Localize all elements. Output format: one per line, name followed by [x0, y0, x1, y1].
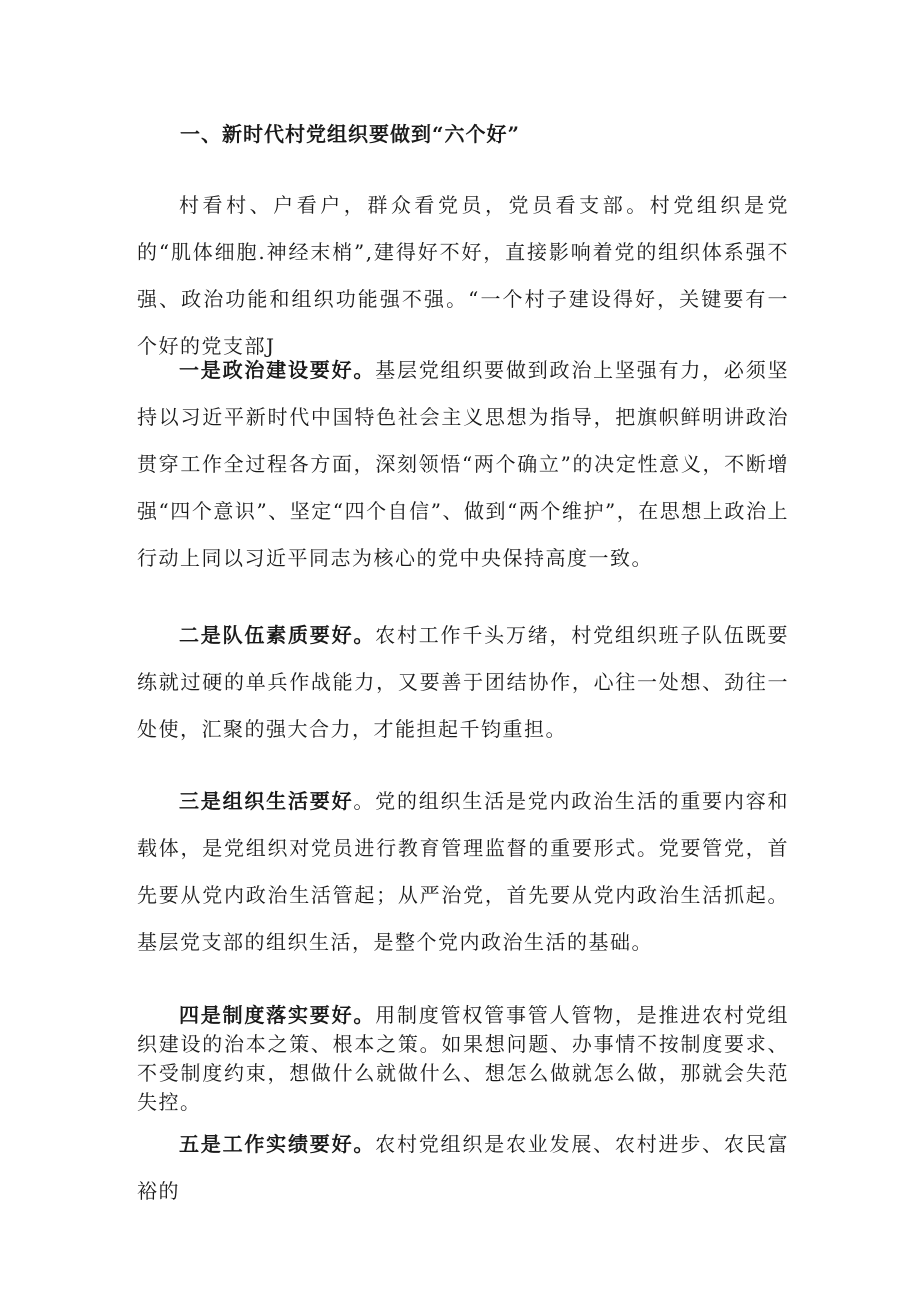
paragraph-lead: 五是工作实绩要好。 — [179, 1132, 376, 1156]
paragraph-text: 基层党组织要做到政治上坚强有力，必须坚持以习近平新时代中国特色社会主义思想为指导，把旗帜鲜明讲政治贯穿工作全过程各方面，深刻领悟“两个确立”的决定性意义，不断增强“四个意识”、坚定“四个自信”、做到“两个维护”，在思想上政治上行动上同以习近平同志为核心的党中央保持高度一致。 — [137, 358, 790, 570]
paragraph-lead: 三是组织生活要好 — [179, 789, 354, 813]
paragraph-organizational-life — [137, 778, 789, 966]
paragraph-lead: 二是队伍素质要好。 — [179, 623, 376, 647]
section-heading: 一、新时代村党组织要做到“六个好” — [180, 122, 521, 146]
intro-paragraph: 村看村、户看户，群众看党员，党员看支部。村党组织是党的“肌体细胞.神经末梢”,建得好不好，直接影响着党的组织体系强不强、政治功能和组织功能强不强。“一个村子建设得好，关键要有一个好的党支部J — [137, 193, 789, 358]
paragraph-lead: 四是制度落实要好。 — [179, 1003, 376, 1027]
paragraph-text: 。党的组织生活是党内政治生活的重要内容和载体，是党组织对党员进行教育管理监督的重要形式。党要管党，首先要从党内政治生活管起；从严治党，首先要从党内政治生活抓起。基层党支部的组织生活，是整个党内政治生活的基础。 — [137, 789, 790, 954]
paragraph-text: 农村工作千头万绪，村党组织班子队伍既要练就过硬的单兵作战能力，又要善于团结协作，心往一处想、劲往一处使，汇聚的强大合力，才能担起千钧重担。 — [137, 623, 790, 741]
paragraph-work-performance — [137, 1121, 789, 1215]
paragraph-lead: 一是政治建设要好。 — [179, 358, 376, 382]
paragraph-political-building — [137, 347, 789, 582]
paragraph-text: 农村党组织是农业发展、农村进步、农民富裕的 — [137, 1132, 790, 1203]
paragraph-team-quality — [137, 612, 789, 753]
paragraph-system-implementation — [137, 1001, 789, 1117]
paragraph-text: 用制度管权管事管人管物，是推进农村党组织建设的治本之策、根本之策。如果想问题、办事情不按制度要求、不受制度约束，想做什么就做什么、想怎么做就怎么做，那就会失范失控。 — [137, 1003, 790, 1114]
